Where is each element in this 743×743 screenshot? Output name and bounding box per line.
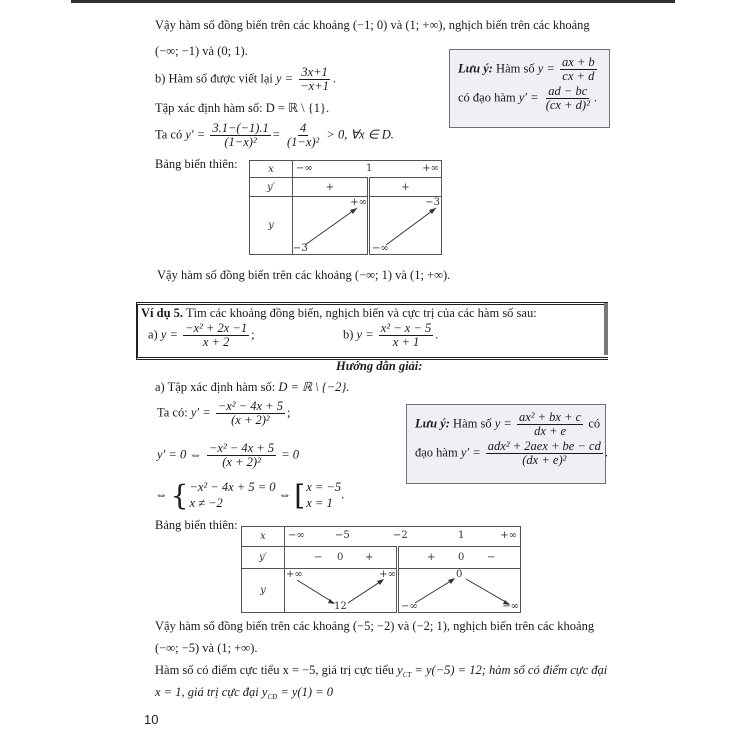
y-variation-right xyxy=(398,569,521,613)
numerator: adx² + 2aex + be − cd xyxy=(487,439,601,454)
math-y: y = xyxy=(356,327,374,342)
bbt-label-2: Bảng biến thiên: xyxy=(155,518,238,532)
math-y: y = xyxy=(494,416,512,431)
numerator: −x² − 4x + 5 xyxy=(208,441,275,455)
numerator: 3.1−(−1).1 xyxy=(212,121,269,135)
fraction xyxy=(207,442,276,469)
domain-value: D = ℝ \ {−2}. xyxy=(278,380,350,394)
increasing-arrow xyxy=(415,579,454,603)
domain-line xyxy=(155,100,329,116)
subscript: CT xyxy=(402,671,412,679)
x-value: +∞ xyxy=(500,530,517,541)
domain-value: D = ℝ \ {1}. xyxy=(265,101,330,115)
math-y: y = xyxy=(276,71,294,86)
numerator: ax² + bx + c xyxy=(518,410,582,424)
solution-domain xyxy=(155,379,350,395)
punct: . xyxy=(435,327,439,342)
example-part-b xyxy=(343,322,438,349)
system-brace: { −x² − 4x + 5 = 0 x ≠ −2 xyxy=(170,478,276,512)
symbol: y xyxy=(261,685,268,699)
denominator: (cx + d)² xyxy=(545,98,590,113)
sign: − xyxy=(487,552,496,563)
solution-line: x = −5 xyxy=(306,480,342,494)
note-text: Hàm số xyxy=(496,61,535,76)
note-label: Lưu ý: xyxy=(458,61,493,76)
example-part-a xyxy=(148,322,255,349)
y-value: 12 xyxy=(334,601,347,612)
denominator: dx + e xyxy=(534,424,567,439)
row-header-y: y xyxy=(242,569,285,613)
y-variation-left xyxy=(293,197,369,255)
sign-cell: + xyxy=(369,178,442,197)
numerator: −x² + 2x −1 xyxy=(185,321,248,335)
fraction xyxy=(560,56,597,83)
equation-rhs: = 0 xyxy=(281,447,300,462)
solution-line: x = 1 xyxy=(306,495,333,510)
derivative-tail: > 0, ∀x ∈ D. xyxy=(326,127,394,142)
extrema-text: = y(−5) = 12; hàm số có điểm cực đại xyxy=(414,663,608,677)
denominator: cx + d xyxy=(562,69,595,84)
y-value: +∞ xyxy=(286,569,303,580)
y-variation-left xyxy=(285,569,398,613)
bbt-label-1: Bảng biến thiên: xyxy=(155,157,238,171)
fraction xyxy=(298,66,331,93)
y-value: −3 xyxy=(293,243,308,254)
y-value: +∞ xyxy=(379,569,396,580)
fraction xyxy=(183,322,249,349)
system-line: x ≠ −2 xyxy=(189,495,223,510)
y-value: −∞ xyxy=(401,601,418,612)
denominator: (dx + e)² xyxy=(522,453,567,468)
variation-table-2 xyxy=(241,526,521,613)
solution-bracket: [ x = −5 x = 1 xyxy=(294,478,342,512)
fraction xyxy=(517,411,583,438)
sign-cell-left xyxy=(285,547,398,569)
note-box-1 xyxy=(449,49,610,128)
fraction xyxy=(486,440,603,467)
ymin-symbol xyxy=(397,663,411,677)
conclusion-line-1: Vậy hàm số đồng biến trên các khoảng (−1; 0) và (1; +∞), nghịch biến trên các khoảng xyxy=(155,18,590,32)
extrema-text: Hàm số có điểm cực tiểu x = −5, giá trị cực tiểu xyxy=(155,663,395,677)
note-label: Lưu ý: xyxy=(415,416,450,431)
fraction xyxy=(544,85,592,112)
part-b-intro: b) Hàm số được viết lại xyxy=(155,71,273,86)
increasing-arrow xyxy=(348,580,383,603)
x-values-cell xyxy=(285,527,521,547)
symbol: y xyxy=(397,663,403,677)
note-text: Hàm số xyxy=(453,416,492,431)
sign: 0 xyxy=(458,552,465,563)
example-box-shadow xyxy=(604,303,608,355)
punct: . xyxy=(593,90,597,105)
math-y: y = xyxy=(537,61,555,76)
x-value: −2 xyxy=(393,530,408,541)
denominator: (x + 2)² xyxy=(231,413,270,428)
derivative-line: Ta có y′ = $\frac{3.1-(-1).1}{\text{(1−x)²}}$ = $\frac{4}{\text{(1−x)²}}$ > 0, ∀x ∈ D. xyxy=(155,121,394,150)
solution-heading: Hướng dẫn giải: xyxy=(336,359,423,373)
row-header-yprime: y′ xyxy=(250,178,293,197)
domain-label: a) Tập xác định hàm số: xyxy=(155,380,276,394)
note-text: có xyxy=(588,416,601,431)
part-b-rewrite: b) Hàm số được viết lại y = $\frac{3x+1}{-x+1}$ . xyxy=(155,65,337,94)
row-header-x: x xyxy=(250,161,293,178)
x-value: −∞ xyxy=(288,530,305,541)
y-value: −∞ xyxy=(372,243,389,254)
math-yprime: y′ = xyxy=(185,127,206,142)
math-yprime: y′ = xyxy=(190,405,211,420)
example-title: Ví dụ 5. xyxy=(141,306,184,320)
numerator: ad − bc xyxy=(548,84,588,99)
ymax-symbol xyxy=(262,685,277,699)
x-value: 1 xyxy=(366,163,373,174)
denominator: x + 2 xyxy=(202,335,230,350)
iff-symbol: ⇔ xyxy=(278,487,292,502)
punct: . xyxy=(341,487,345,502)
extrema-text: x = 1, giá trị cực đại xyxy=(155,685,259,699)
y-value: +∞ xyxy=(350,197,367,208)
math-y: y = xyxy=(160,327,178,342)
sign-cell: + xyxy=(293,178,369,197)
y-value: −3 xyxy=(425,197,440,208)
subscript: CĐ xyxy=(267,693,278,701)
note-text: đạo hàm xyxy=(415,445,458,460)
punct: ; xyxy=(286,405,291,420)
row-header-y: y xyxy=(250,197,293,255)
x-value: +∞ xyxy=(422,163,439,174)
numerator: ax + b xyxy=(561,55,595,69)
conclusion-2-line-1: Vậy hàm số đồng biến trên các khoảng (−5; −2) và (−2; 1), nghịch biến trên các khoảng xyxy=(155,619,595,633)
punct: . xyxy=(604,445,608,460)
denominator: (1−x)² xyxy=(286,135,320,150)
part-label: b) xyxy=(343,327,354,342)
x-value: −5 xyxy=(335,530,350,541)
page-number: 10 xyxy=(144,712,159,727)
math-yprime: y′ = xyxy=(460,445,481,460)
conclusion-2-line-2: (−∞; −5) và (1; +∞). xyxy=(155,641,258,655)
conclusion-1: Vậy hàm số đồng biến trên các khoảng (−∞; 1) và (1; +∞). xyxy=(157,268,451,282)
fraction xyxy=(210,122,270,149)
fraction xyxy=(216,400,285,427)
note-box-2 xyxy=(406,404,606,484)
conclusion-line-2: (−∞; −1) và (0; 1). xyxy=(155,44,248,58)
fraction xyxy=(379,322,433,349)
system-line: −x² − 4x + 5 = 0 xyxy=(189,480,276,494)
part-label: a) xyxy=(148,327,158,342)
solution-derivative xyxy=(157,400,290,427)
row-header-x: x xyxy=(242,527,285,547)
page-top-edge xyxy=(71,0,675,3)
denominator: x + 1 xyxy=(392,335,420,350)
extrema-text: = y(1) = 0 xyxy=(280,685,333,699)
sign: + xyxy=(365,552,374,563)
numerator: 4 xyxy=(300,121,307,135)
denominator: (1−x)² xyxy=(224,135,257,150)
example-text: Tìm các khoảng đồng biến, nghịch biến và cực trị của các hàm số sau: xyxy=(185,306,537,320)
row-header-yprime: y′ xyxy=(242,547,285,569)
y-value: −∞ xyxy=(502,601,519,612)
derivative-label: Ta có xyxy=(155,127,183,142)
fraction xyxy=(285,122,321,149)
variation-table-1 xyxy=(249,160,442,255)
sign-cell-right xyxy=(398,547,521,569)
solution-system xyxy=(155,480,344,511)
numerator: 3x+1 xyxy=(301,65,328,79)
x-value: 1 xyxy=(458,530,465,541)
denominator: (x + 2)² xyxy=(222,455,261,470)
x-values-cell xyxy=(293,161,442,178)
note-text: có đạo hàm xyxy=(458,90,516,105)
y-value: 0 xyxy=(456,569,463,580)
punct: ; xyxy=(251,327,255,342)
extrema-line-2 xyxy=(155,685,333,700)
sign: + xyxy=(427,552,436,563)
numerator: −x² − 4x + 5 xyxy=(217,399,283,413)
equation-lhs: y′ = 0 ⇔ xyxy=(157,447,202,462)
x-value: −∞ xyxy=(296,163,313,174)
sign: 0 xyxy=(337,552,344,563)
denominator: −x+1 xyxy=(300,79,329,94)
math-yprime: y′ = xyxy=(518,90,539,105)
example-prompt xyxy=(141,306,537,321)
domain-label: Tập xác định hàm số: xyxy=(155,101,263,115)
sign: − xyxy=(314,552,323,563)
numerator: x² − x − 5 xyxy=(380,321,432,335)
derivative-label: Ta có: xyxy=(157,405,188,420)
y-variation-right xyxy=(369,197,442,255)
decreasing-arrow xyxy=(297,580,334,603)
solution-equation xyxy=(157,442,299,469)
iff-symbol: ⇔ xyxy=(155,487,168,502)
extrema-line-1 xyxy=(155,663,607,678)
